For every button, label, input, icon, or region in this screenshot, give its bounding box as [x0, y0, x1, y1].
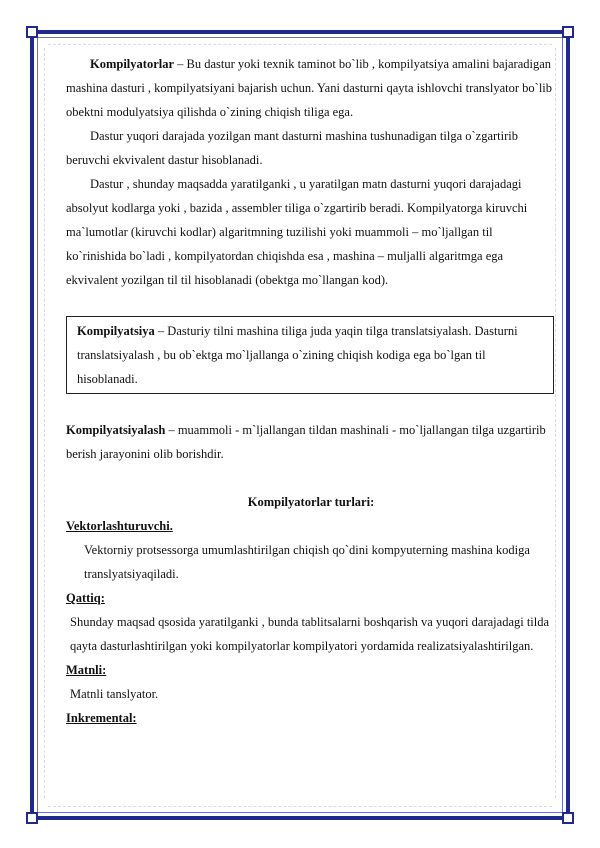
definition-paragraph [77, 319, 545, 391]
paragraph-kompilyatsiyalash [66, 418, 556, 466]
definition-text: – Dasturiy tilni mashina tiliga juda yaqin tilga translatsiyalash. Dasturni translatsiyalash , bu ob`ektga mo`ljallanga o`zining chiqish kodiga ega bo`lgan til hisoblanadi. [77, 324, 518, 386]
term-kompilyatorlar: Kompilyatorlar [90, 57, 175, 71]
term-kompilyatsiyalash: Kompilyatsiyalash [66, 423, 166, 437]
type-text-qattiq: Shunday maqsad qsosida yaratilganki , bunda tablitsalarni boshqarish va yuqori darajadagi tilda qayta dasturlashtirilgan yoki kompilyatorlar kompilyatori yordamida realizatsiyalashtirilgan. [70, 615, 550, 653]
term-kompilyatsiya: Kompilyatsiya [77, 324, 155, 338]
compilation-text: – muammoli - m`ljallangan tildan mashinali - mo`ljallangan tilga uzgartirib berish jarayonini olib borishdir. [66, 423, 546, 461]
types-heading: Kompilyatorlar turlari: [247, 495, 375, 509]
border-dash-bottom [48, 806, 552, 807]
type-text-vektorlashturuvchi: Vektorniy protsessorga umumlashtirilgan chiqish qo`dini kompyuterning mashina kodiga translyatsiyaqiladi. [84, 543, 530, 581]
type-title-matnli: Matnli: [66, 663, 107, 677]
type-title-qattiq: Qattiq: [66, 591, 105, 605]
corner-ornament-top-left [26, 26, 38, 38]
paragraph-dastur-yuqori: Dastur yuqori darajada yozilgan mant dasturni mashina tushunadigan tilga o`zgartirib beruvchi ekvivalent dastur hisoblanadi. [66, 129, 519, 167]
definition-box [66, 316, 554, 394]
paragraph-dastur-shunday: Dastur , shunday maqsadda yaratilganki , u yaratilgan matn dasturni yuqori darajadagi absolyut kodlarga yoki , bazida , assembler tiliga o`zgartirib beradi. Kompilyatorga kiruvchi ma`lumotlar (kiruvchi kodlar) algaritmning tuzilishi yoki muammoli – mo`ljallgan til ko`rinishida bo`ladi , kompilyatordan chiqishda esa , mashina – muljalli algaritmga ega ekvivalent yozilgan til til hisoblanadi (obektga mo`llangan kod). [66, 177, 528, 287]
border-dash-left [44, 48, 45, 798]
document-body [66, 52, 556, 730]
corner-ornament-bottom-right [562, 812, 574, 824]
corner-ornament-bottom-left [26, 812, 38, 824]
type-text-matnli: Matnli tanslyator. [70, 687, 159, 701]
type-title-vektorlashturuvchi: Vektorlashturuvchi. [66, 519, 173, 533]
type-title-inkremental: Inkremental: [66, 711, 137, 725]
border-dash-top [48, 44, 552, 45]
paragraph-kompilyatorlar [66, 52, 556, 124]
corner-ornament-top-right [562, 26, 574, 38]
paragraph-text: – Bu dastur yoki texnik taminot bo`lib , kompilyatsiya amalini bajaradigan mashina dasturi , kompilyatsiyani bajarish uchun. Yani dasturni qayta ishlovchi translyator bo`lib obektni modulyatsiya qilishda o`zining chiqish tiliga ega. [66, 57, 553, 119]
